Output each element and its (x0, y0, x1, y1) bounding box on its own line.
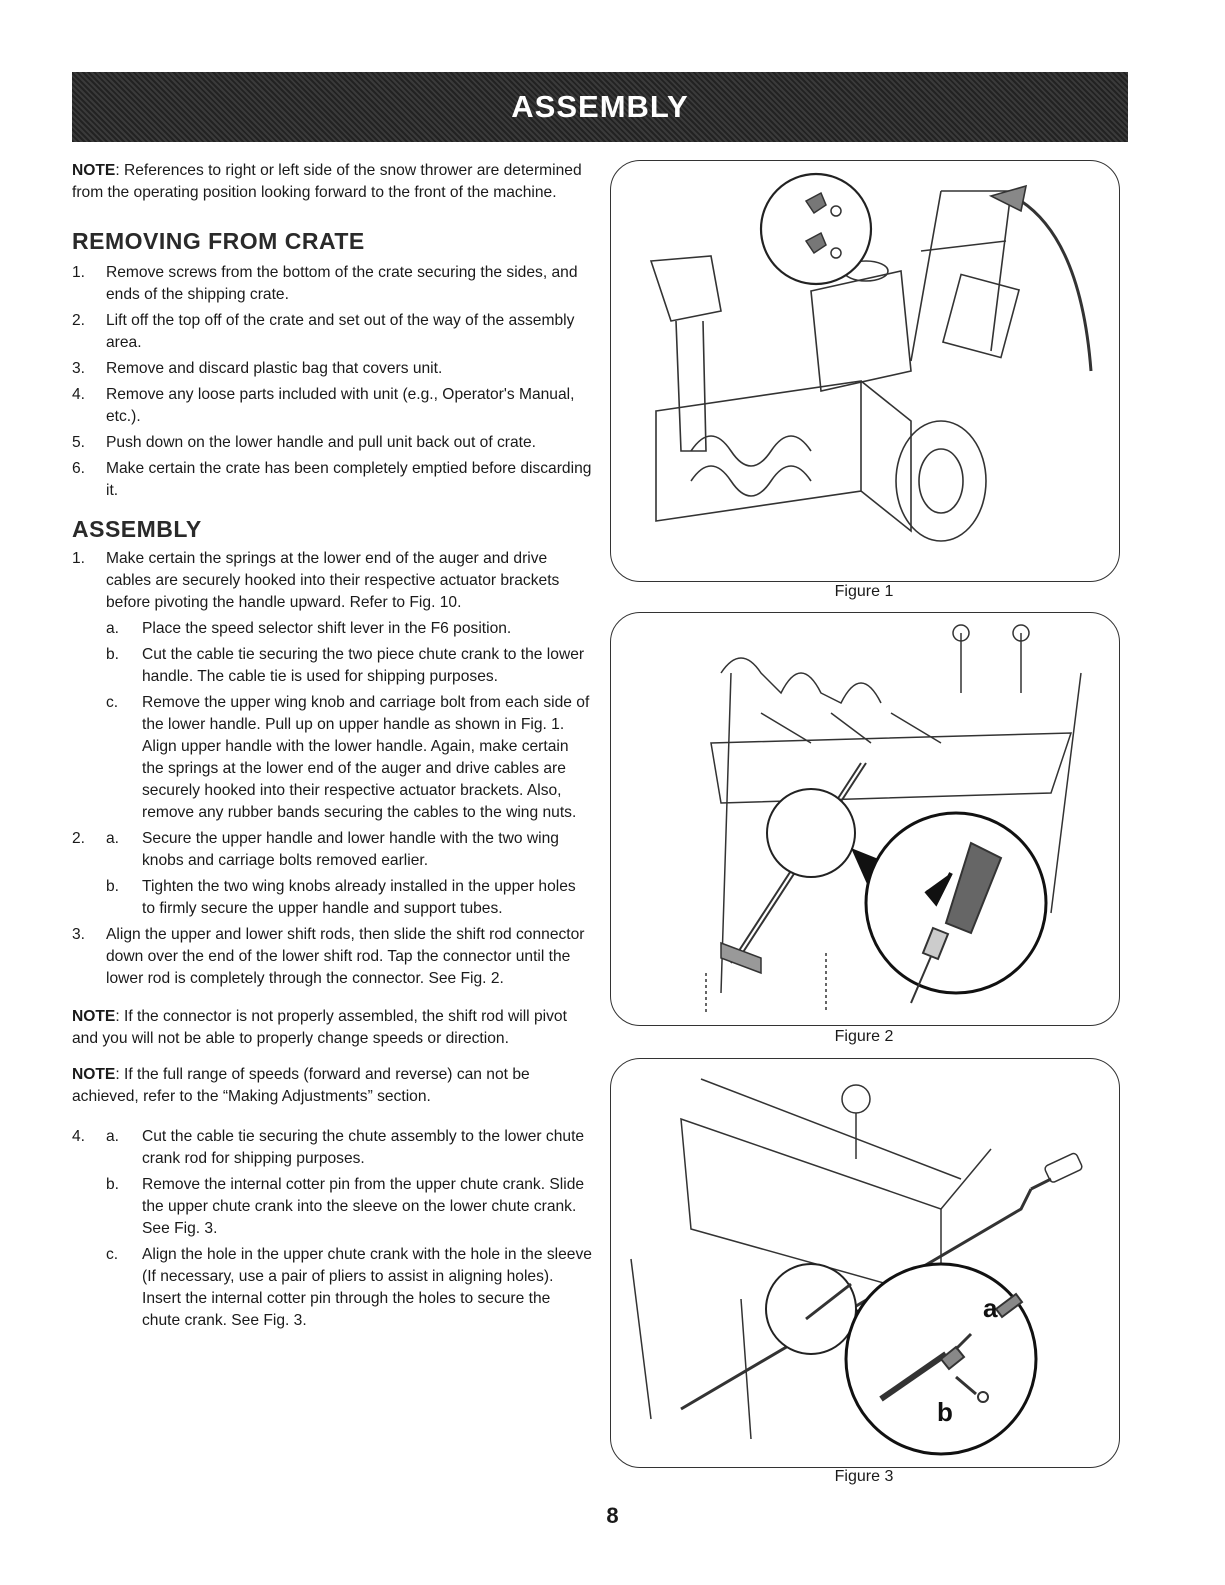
list-item: 4. a. Cut the cable tie securing the chute assembly to the lower chute crank rod for shipping purposes. (72, 1128, 585, 1167)
figure-3-caption: Figure 3 (834, 1468, 894, 1485)
heading-removing-from-crate: REMOVING FROM CRATE (72, 228, 365, 254)
list-item: 2. a. Secure the upper handle and lower handle with the two wing knobs and carriage bolts removed earlier. (72, 830, 559, 869)
list-item: 1. Remove screws from the bottom of the crate securing the sides, and ends of the shipping crate. (72, 264, 578, 303)
figure-2-illustration (610, 612, 1120, 1026)
snow-thrower-handle-illustration (611, 161, 1119, 581)
note-text: : References to right or left side of the snow thrower are determined from the operating position looking forward to the front of the machine. (72, 162, 582, 201)
sub-item: b. Cut the cable tie securing the two piece chute crank to the lower handle. The cable tie is used for shipping purposes. (106, 646, 585, 685)
shift-rod-illustration (611, 613, 1119, 1025)
figure-1-caption: Figure 1 (834, 583, 894, 600)
list-item: 3. Remove and discard plastic bag that covers unit. (72, 360, 443, 377)
list-item: 4. Remove any loose parts included with unit (e.g., Operator's Manual, etc.). (72, 386, 575, 425)
label-a: a (983, 1293, 998, 1323)
sub-item: b. Remove the internal cotter pin from the upper chute crank. Slide the upper chute crank into the sleeve on the lower chute crank. See Fig. 3. (106, 1176, 585, 1237)
list-item: 5. Push down on the lower handle and pull unit back out of crate. (72, 434, 536, 451)
section-banner (72, 72, 1128, 142)
list-item: 2. Lift off the top off of the crate and set out of the way of the assembly area. (72, 312, 575, 351)
sub-item: c. Align the hole in the upper chute crank with the hole in the sleeve (If necessary, use a pair of pliers to assist in aligning holes). Insert the internal cotter pin through the holes to secure the chute crank. See Fig. 3. (106, 1246, 592, 1329)
chute-crank-illustration (611, 1059, 1119, 1467)
sub-item: c. Remove the upper wing knob and carriage bolt from each side of the lower handle. Pull up on upper handle as shown in Fig. 1. Align upper handle with the lower handle. Again, make certain the springs at the lower end of the auger and drive cables are securely hooked into their respective actuator brackets. Also, remove any rubber bands securing the cables to the wing nuts. (106, 694, 590, 821)
figure-3-illustration (610, 1058, 1120, 1468)
sub-item: b. Tighten the two wing knobs already installed in the upper holes to firmly secure the upper handle and support tubes. (106, 878, 576, 917)
text-column (72, 160, 592, 1336)
figure-1-illustration (610, 160, 1120, 582)
list-item: 3. Align the upper and lower shift rods, then slide the shift rod connector down over the end of the lower shift rod. Tap the connector until the lower rod is completely through the connector. See Fig. 2. (72, 926, 585, 987)
list-item: 6. Make certain the crate has been completely emptied before discarding it. (72, 460, 592, 499)
figure-2-caption: Figure 2 (834, 1028, 894, 1045)
note-references (72, 160, 592, 204)
sub-item: a. Place the speed selector shift lever in the F6 position. (106, 620, 512, 637)
list-item: 1. Make certain the springs at the lower end of the auger and drive cables are securely hooked into their respective actuator brackets before pivoting the handle upward. Refer to Fig. 10. (72, 550, 560, 611)
note-label: NOTE (72, 162, 116, 179)
section-title: ASSEMBLY (511, 89, 689, 124)
note-speeds: NOTE: If the full range of speeds (forward and reverse) can not be achieved, refer to the “Making Adjustments” section. (72, 1066, 530, 1105)
label-b: b (937, 1397, 953, 1427)
note-connector: NOTE: If the connector is not properly assembled, the shift rod will pivot and you will not be able to properly change speeds or direction. (72, 1008, 567, 1047)
page-number: 8 (606, 1503, 619, 1528)
heading-assembly: ASSEMBLY (72, 516, 202, 542)
